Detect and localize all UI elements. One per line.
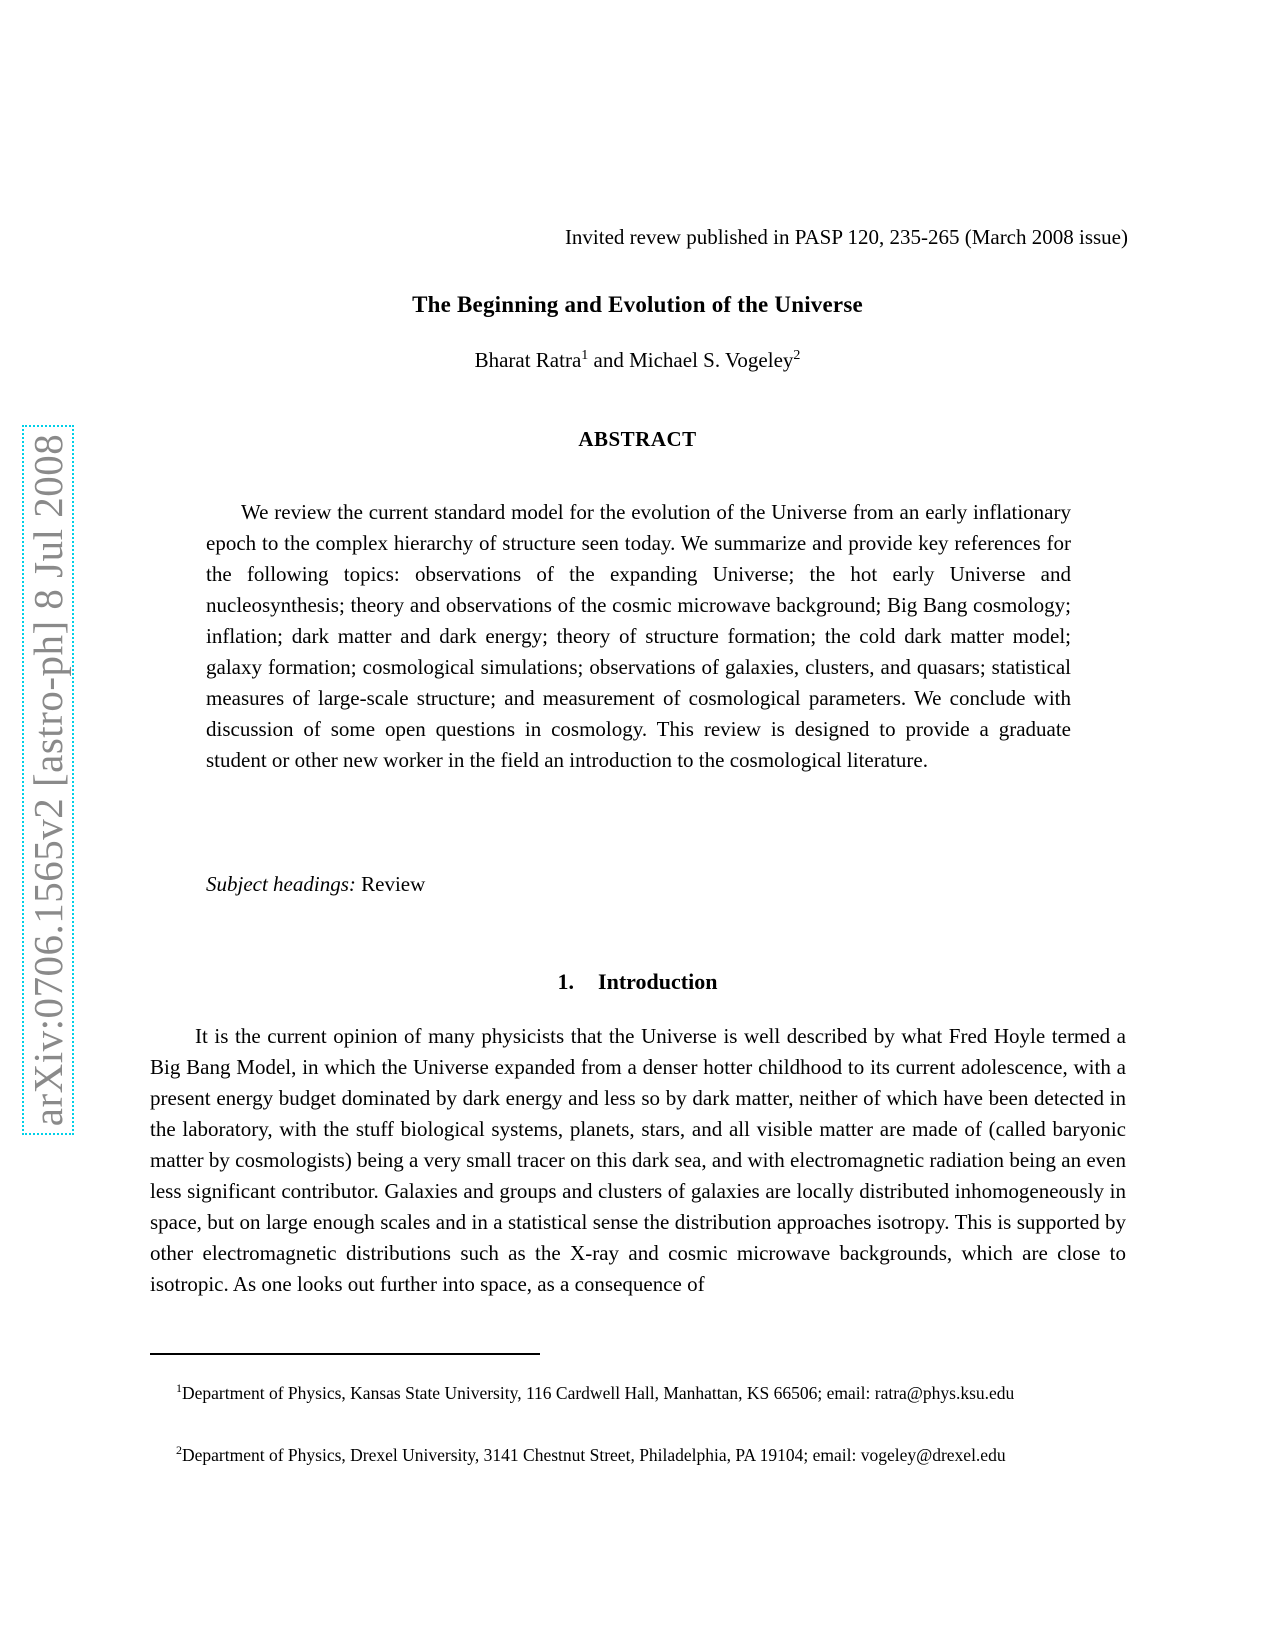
footnote-mark: 2: [793, 348, 801, 363]
abstract-text: We review the current standard model for the evolution of the Universe from an early inflationary epoch to the complex hierarchy of structure seen today. We summarize and provide key references for the following topics: observations of the expanding Universe; the hot early Universe and nucleosynthesis; theory and observations of the cosmic microwave background; Big Bang cosmology; inflation; dark matter and dark energy; theory of structure formation; the cold dark matter model; galaxy formation; cosmological simulations; observations of galaxies, clusters, and quasars; statistical measures of large-scale structure; and measurement of cosmological parameters. We conclude with discussion of some open questions in cosmology. This review is designed to provide a graduate student or other new worker in the field an introduction to the cosmological literature.: [206, 500, 1071, 772]
publication-note: Invited revew published in PASP 120, 235-265 (March 2008 issue): [564, 225, 1128, 249]
body-paragraph: It is the current opinion of many physicists that the Universe is well described by what Fred Hoyle termed a Big Bang Model, in which the Universe expanded from a denser hotter childhood to its current adolescence, with a present energy budget dominated by dark energy and less so by dark matter, neither of which have been detected in the laboratory, with the stuff biological systems, planets, stars, and all visible matter are made of (called baryonic matter by cosmologists) being a very small tracer on this dark sea, and with electromagnetic radiation being an even less significant contributor. Galaxies and groups and clusters of galaxies are locally distributed inhomogeneously in space, but on large enough scales and in a statistical sense the distribution approaches isotropy. This is supported by other electromagnetic distributions such as the X-ray and cosmic microwave backgrounds, which are close to isotropic. As one looks out further into space, as a consequence of: [150, 1024, 1126, 1296]
section-number: 1.: [557, 969, 575, 994]
footnote-mark: 2: [176, 1443, 182, 1457]
abstract-heading: ABSTRACT: [578, 427, 697, 451]
author-conjunction: and: [588, 348, 630, 372]
footnote-text: Department of Physics, Drexel University, 3141 Chestnut Street, Philadelphia, PA 19104; email: vogeley@drexel.edu: [182, 1444, 1006, 1465]
author-name: Michael S. Vogeley: [629, 348, 794, 372]
subject-headings-label: Subject headings:: [206, 872, 356, 896]
section-title: Introduction: [598, 969, 718, 994]
author-name: Bharat Ratra: [474, 348, 582, 372]
arxiv-identifier: arXiv:0706.1565v2 [astro-ph] 8 Jul 2008: [25, 433, 71, 1127]
author-line: [0, 348, 1275, 373]
footnote-text: Department of Physics, Kansas State University, 116 Cardwell Hall, Manhattan, KS 66506; email: ratra@phys.ksu.edu: [182, 1382, 1015, 1403]
footnote-divider: [150, 1353, 540, 1355]
paper-title: The Beginning and Evolution of the Universe: [412, 292, 863, 317]
subject-headings-value: Review: [361, 872, 426, 896]
section-heading: [0, 969, 1275, 995]
subject-headings: [206, 872, 425, 897]
arxiv-stamp: [22, 425, 74, 1135]
footnote-mark: 1: [176, 1381, 182, 1395]
footnote: [150, 1438, 1126, 1468]
footnote: [150, 1376, 1126, 1406]
footnote-mark: 1: [581, 348, 589, 363]
